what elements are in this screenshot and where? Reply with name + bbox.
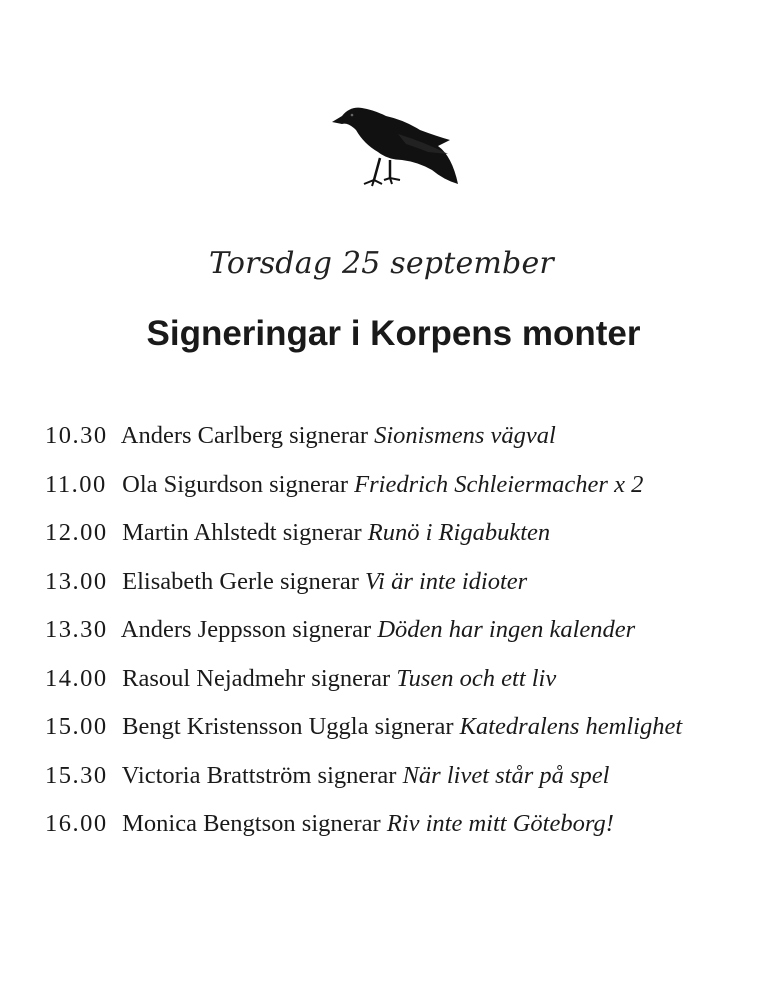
schedule-time: 15.00	[45, 713, 108, 740]
schedule-verb: signerar	[374, 713, 454, 740]
schedule-time: 14.00	[45, 664, 108, 692]
schedule-item	[45, 758, 755, 807]
schedule-item	[45, 467, 755, 516]
schedule-book-title: Sionismens vägval	[374, 422, 556, 449]
schedule-author: Monica Bengtson	[122, 810, 296, 837]
schedule-time: 10.30	[45, 422, 108, 449]
schedule-time: 13.30	[45, 616, 108, 643]
schedule-item	[45, 661, 755, 710]
schedule-verb: signerar	[311, 664, 391, 692]
schedule-time: 12.00	[45, 519, 108, 546]
schedule-time: 13.00	[45, 567, 108, 595]
schedule-verb: signerar	[289, 422, 368, 449]
schedule-book-title: Katedralens hemlighet	[459, 713, 683, 740]
schedule-author: Victoria Brattström	[121, 761, 312, 789]
schedule-verb: signerar	[317, 761, 397, 789]
schedule-item	[45, 709, 755, 758]
schedule-author: Elisabeth Gerle	[122, 567, 274, 595]
schedule-book-title: Tusen och ett liv	[396, 664, 557, 692]
schedule-book-title: Runö i Rigabukten	[367, 519, 551, 546]
schedule-author: Rasoul Nejadmehr	[122, 664, 306, 692]
schedule-verb: signerar	[282, 519, 362, 546]
schedule-item	[45, 418, 755, 467]
event-date: Torsdag 25 september	[209, 246, 554, 281]
schedule-book-title: Friedrich Schleiermacher x 2	[354, 470, 644, 498]
schedule-item	[45, 564, 755, 613]
schedule-book-title: Riv inte mitt Göteborg!	[386, 810, 614, 837]
schedule-verb: signerar	[269, 470, 349, 498]
schedule-time: 16.00	[45, 810, 108, 837]
schedule-book-title: Döden har ingen kalender	[377, 616, 636, 643]
schedule-author: Anders Carlberg	[120, 422, 283, 449]
schedule-item	[45, 806, 755, 855]
schedule-book-title: Vi är inte idioter	[365, 567, 528, 595]
signing-schedule	[45, 418, 755, 855]
schedule-verb: signerar	[279, 567, 359, 595]
schedule-book-title: När livet står på spel	[402, 761, 610, 789]
schedule-item	[45, 612, 755, 661]
schedule-verb: signerar	[292, 616, 372, 643]
schedule-author: Ola Sigurdson	[122, 470, 263, 498]
schedule-author: Bengt Kristensson Uggla	[122, 713, 369, 740]
schedule-time: 11.00	[45, 470, 107, 498]
schedule-time: 15.30	[45, 761, 108, 789]
raven-icon	[328, 100, 463, 192]
page-title: Signeringar i Korpens monter	[146, 314, 641, 353]
schedule-item	[45, 515, 755, 564]
schedule-author: Martin Ahlstedt	[122, 519, 277, 546]
schedule-author: Anders Jeppsson	[120, 616, 287, 643]
schedule-verb: signerar	[301, 810, 381, 837]
